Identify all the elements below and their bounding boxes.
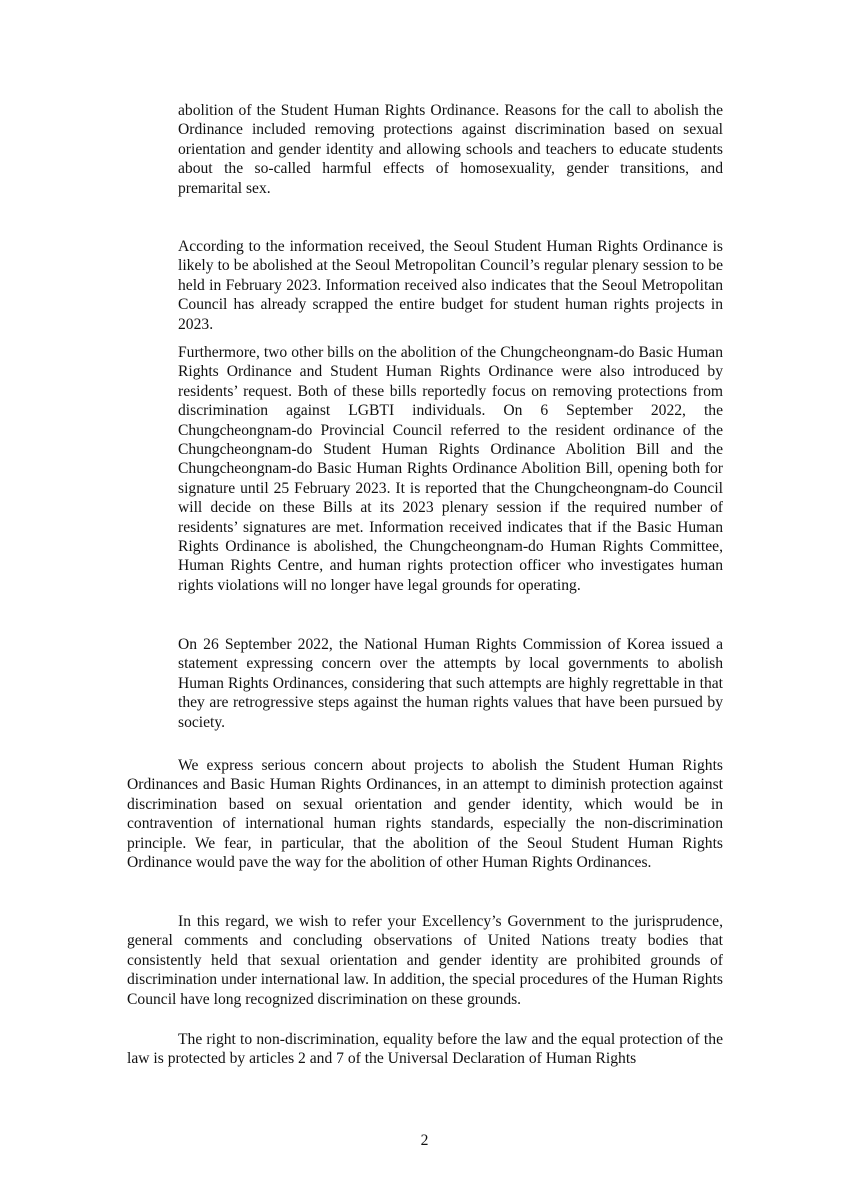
- paragraph-nhrck-statement: On 26 September 2022, the National Human Rights Commission of Korea issued a statement expressing concern over the attempts by local governments to abolish Human Rights Ordinances, considering that such attempts are highly regrettable in that they are retrogressive steps against the human rights values that have been pursued by society.: [178, 636, 723, 731]
- paragraph-abolition-reasons: abolition of the Student Human Rights Ordinance. Reasons for the call to abolish the Ordinance included removing protections against discrimination based on sexual orientation and gender identity and allowing schools and teachers to educate students about the so-called harmful effects of homosexuality, gender transitions, and premarital sex.: [178, 102, 723, 197]
- paragraph-seoul-ordinance: According to the information received, the Seoul Student Human Rights Ordinance is likely to be abolished at the Seoul Metropolitan Council’s regular plenary session to be held in February 2023. Information received also indicates that the Seoul Metropolitan Council has already scrapped the entire budget for student human rights projects in 2023.: [178, 238, 723, 333]
- paragraph-non-discrimination-right: The right to non-discrimination, equality before the law and the equal protection of the law is protected by articles 2 and 7 of the Universal Declaration of Human Rights: [127, 1031, 723, 1068]
- paragraph-jurisprudence: In this regard, we wish to refer your Excellency’s Government to the jurisprudence, general comments and concluding observations of United Nations treaty bodies that consistently held that sexual orientation and gender identity are prohibited grounds of discrimination under international law. In addition, the special procedures of the Human Rights Council have long recognized discrimination on these grounds.: [127, 913, 723, 1008]
- paragraph-chungcheongnam-bills: Furthermore, two other bills on the abolition of the Chungcheongnam-do Basic Human Rights Ordinance and Student Human Rights Ordinance were also introduced by residents’ request. Both of these bills reportedly focus on removing protections from discrimination against LGBTI individuals. On 6 September 2022, the Chungcheongnam-do Provincial Council referred to the resident ordinance of the Chungcheongnam-do Student Human Rights Ordinance Abolition Bill and the Chungcheongnam-do Basic Human Rights Ordinance Abolition Bill, opening both for signature until 25 February 2023. It is reported that the Chungcheongnam-do Council will decide on these Bills at its 2023 plenary session if the required number of residents’ signatures are met. Information received indicates that if the Basic Human Rights Ordinance is abolished, the Chungcheongnam-do Human Rights Committee, Human Rights Centre, and human rights protection officer who investigates human rights violations will no longer have legal grounds for operating.: [178, 344, 723, 594]
- paragraph-serious-concern: We express serious concern about projects to abolish the Student Human Rights Ordinances and Basic Human Rights Ordinances, in an attempt to diminish protection against discrimination based on sexual orientation and gender identity, which would be in contravention of international human rights standards, especially the non-discrimination principle. We fear, in particular, that the abolition of the Seoul Student Human Rights Ordinance would pave the way for the abolition of other Human Rights Ordinances.: [127, 757, 723, 872]
- page-number: 2: [420, 1132, 429, 1149]
